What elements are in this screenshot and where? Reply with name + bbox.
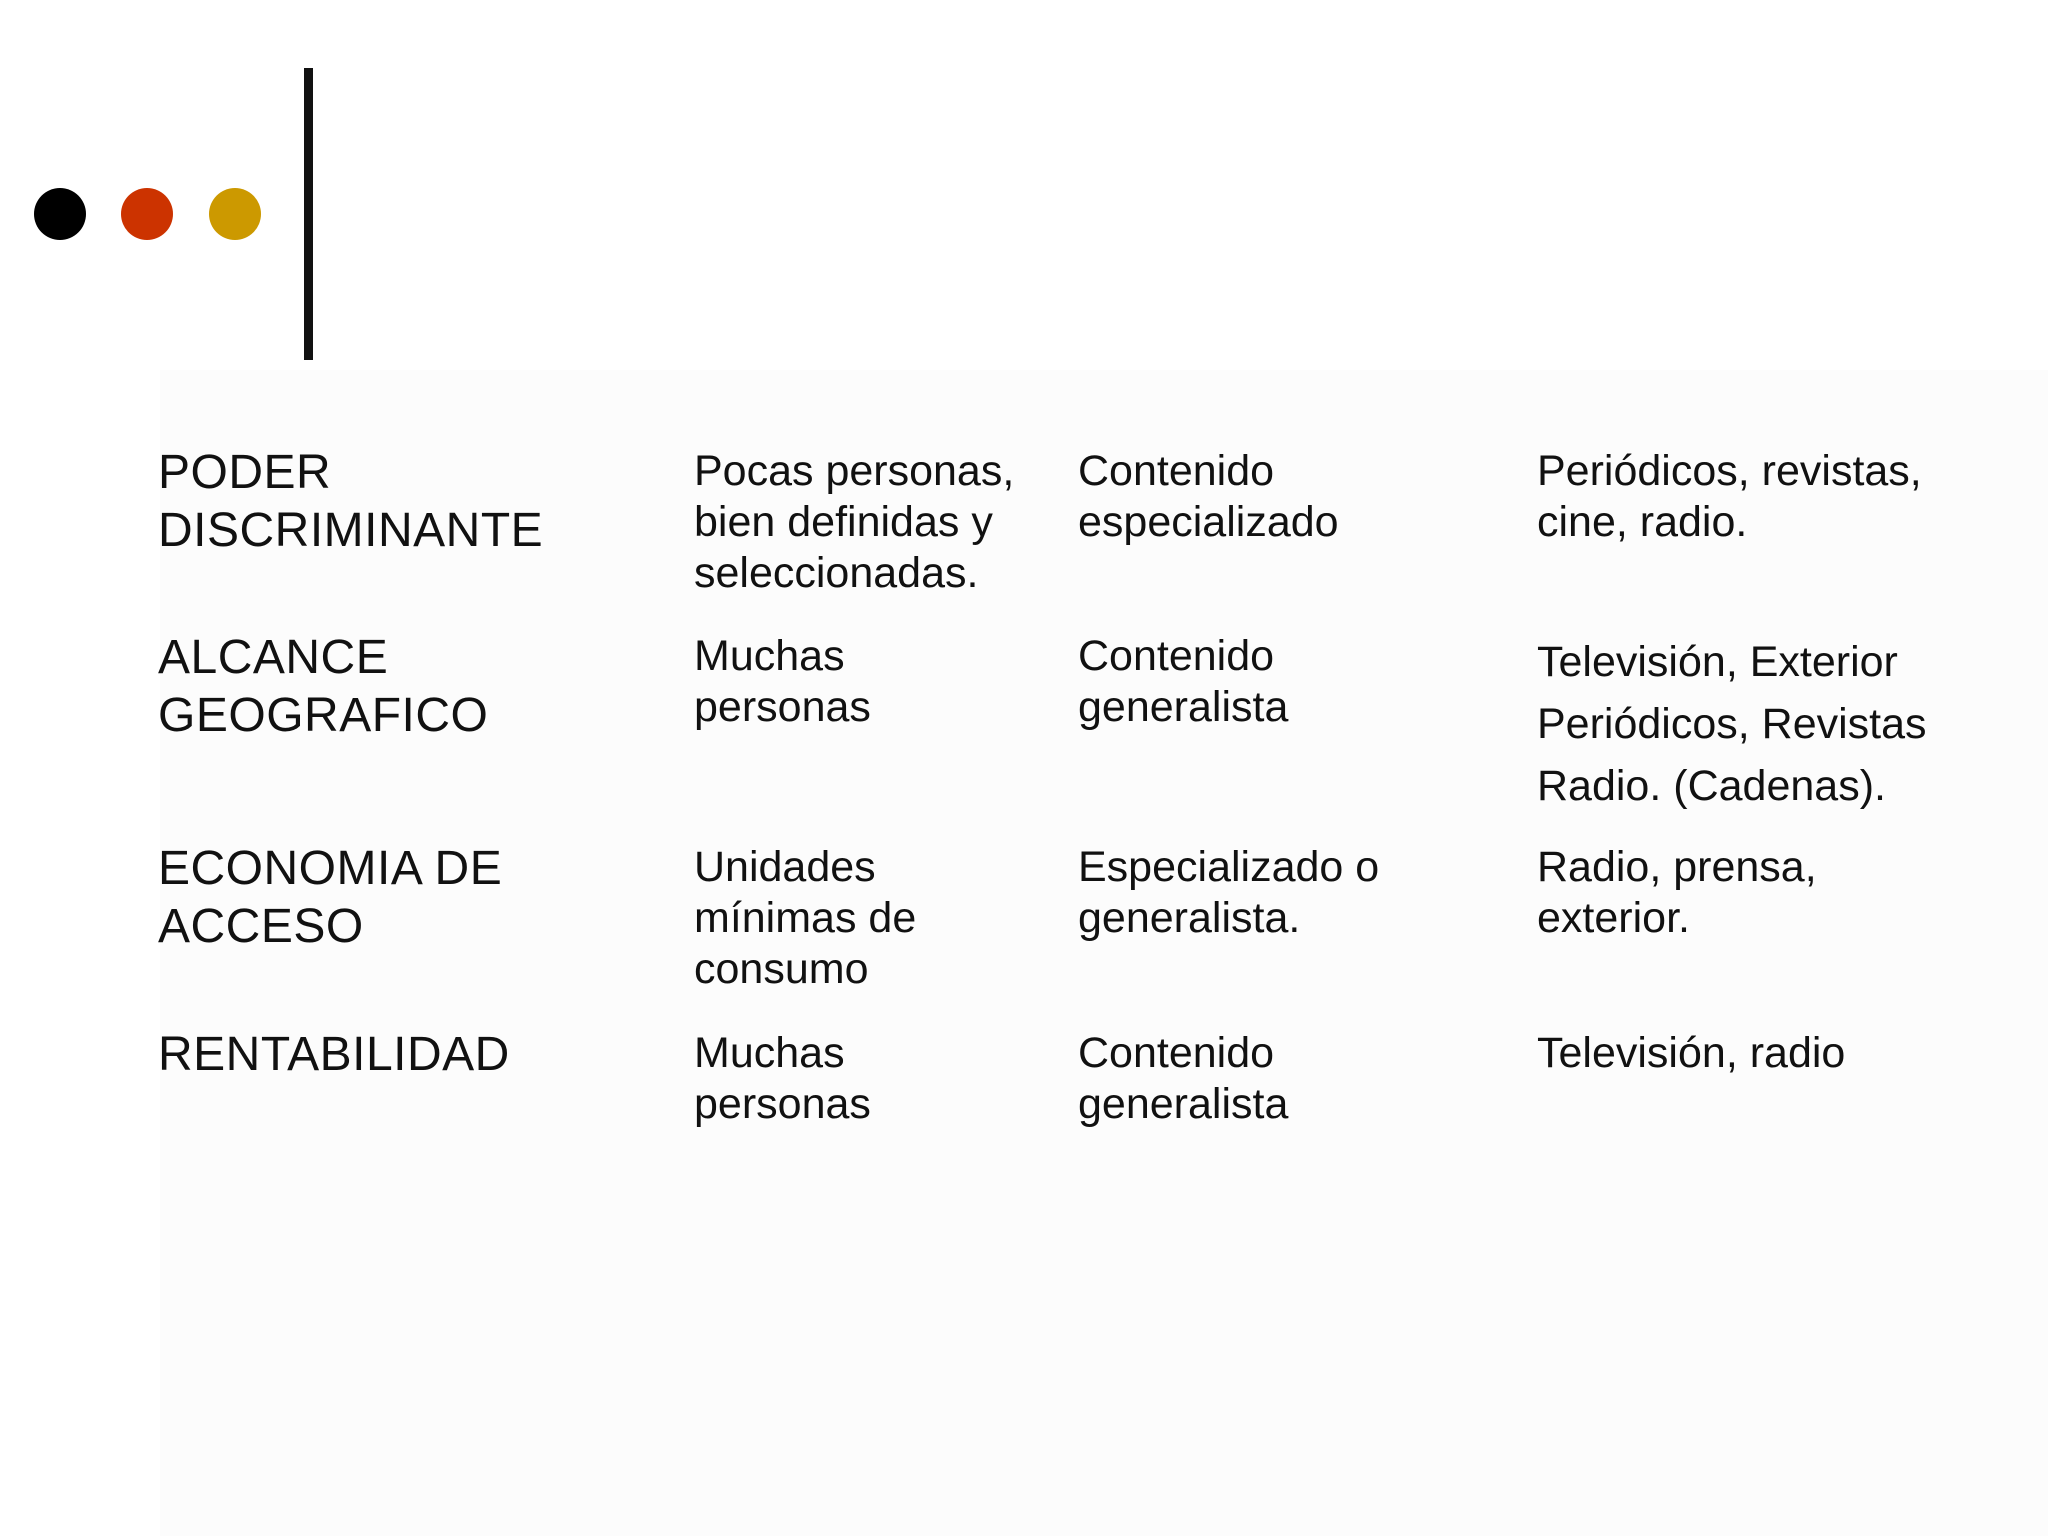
category-cell <box>158 1026 694 1084</box>
audience-text: seleccionadas. <box>694 549 979 597</box>
table-row <box>158 840 2008 1026</box>
media-criteria-table <box>158 444 2008 1146</box>
audience-text: Unidades <box>694 843 876 891</box>
content-text: generalista. <box>1078 894 1301 942</box>
content-text: especializado <box>1078 498 1339 546</box>
audience-text: Muchas <box>694 632 845 680</box>
category-text: ECONOMIA DE <box>158 842 503 895</box>
media-cell <box>1537 629 1987 817</box>
audience-text: Muchas <box>694 1029 845 1077</box>
media-text: Radio. (Cadenas). <box>1537 762 1886 810</box>
media-text: Periódicos, revistas, <box>1537 447 1922 495</box>
media-cell <box>1537 444 1987 548</box>
category-cell <box>158 840 694 956</box>
table-row <box>158 629 2008 840</box>
table-row <box>158 444 2008 629</box>
audience-cell <box>694 1026 1078 1130</box>
content-cell <box>1078 629 1537 733</box>
audience-text: Pocas personas, <box>694 447 1015 495</box>
media-cell <box>1537 840 1987 944</box>
content-text: Contenido <box>1078 1029 1275 1077</box>
category-text: ACCESO <box>158 900 364 953</box>
media-text: exterior. <box>1537 894 1690 942</box>
category-text: ALCANCE <box>158 631 389 684</box>
category-text: GEOGRAFICO <box>158 689 489 742</box>
red-dot-decoration <box>121 188 173 240</box>
audience-cell <box>694 840 1078 995</box>
media-text: Televisión, Exterior <box>1537 638 1898 686</box>
media-text: cine, radio. <box>1537 498 1748 546</box>
category-text: DISCRIMINANTE <box>158 504 544 557</box>
black-dot-decoration <box>34 188 86 240</box>
audience-text: personas <box>694 1080 871 1128</box>
gold-dot-decoration <box>209 188 261 240</box>
content-text: Contenido <box>1078 447 1275 495</box>
media-text: Periódicos, Revistas <box>1537 700 1927 748</box>
content-text: Especializado o <box>1078 843 1380 891</box>
content-cell <box>1078 444 1537 548</box>
audience-text: personas <box>694 683 871 731</box>
audience-cell <box>694 629 1078 733</box>
content-text: Contenido <box>1078 632 1275 680</box>
table-row <box>158 1026 2008 1146</box>
content-cell <box>1078 840 1537 944</box>
audience-cell <box>694 444 1078 599</box>
audience-text: mínimas de <box>694 894 917 942</box>
category-cell <box>158 629 694 745</box>
audience-text: bien definidas y <box>694 498 993 546</box>
media-cell <box>1537 1026 1987 1079</box>
media-text: Radio, prensa, <box>1537 843 1817 891</box>
category-cell <box>158 444 694 560</box>
content-text: generalista <box>1078 683 1289 731</box>
media-text: Televisión, radio <box>1537 1029 1846 1077</box>
audience-text: consumo <box>694 945 869 993</box>
content-text: generalista <box>1078 1080 1289 1128</box>
category-text: PODER <box>158 446 332 499</box>
content-cell <box>1078 1026 1537 1130</box>
vertical-rule <box>304 68 313 360</box>
category-text: RENTABILIDAD <box>158 1028 510 1081</box>
